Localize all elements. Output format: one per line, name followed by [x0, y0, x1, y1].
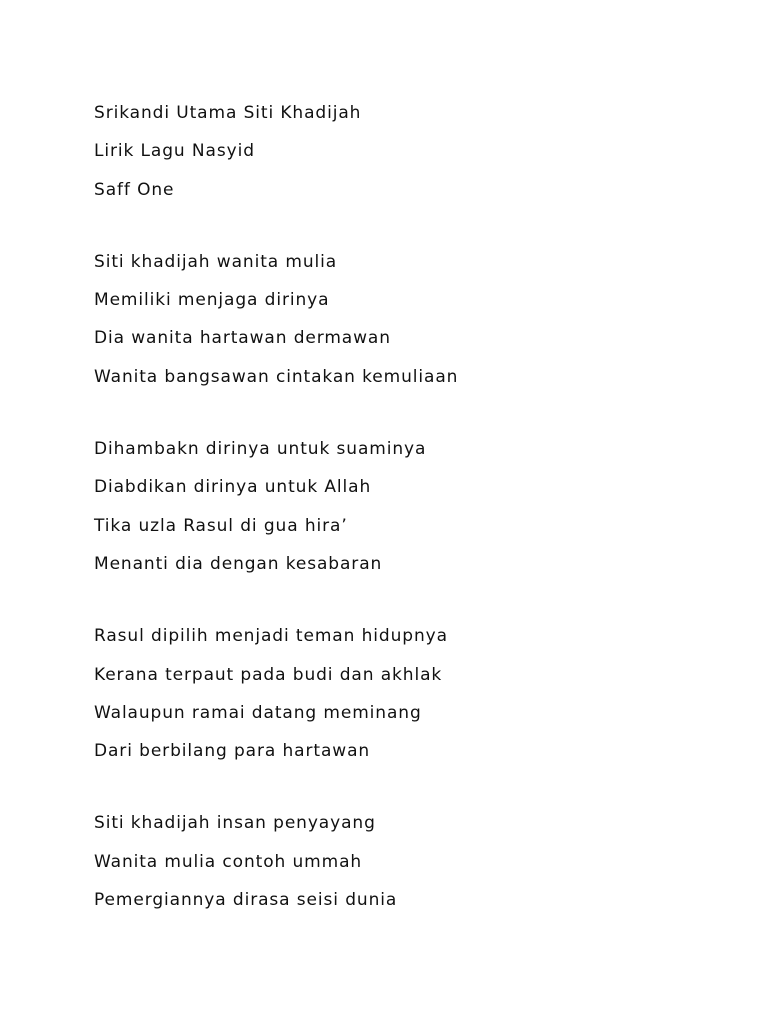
lyric-line: Menanti dia dengan kesabaran	[94, 553, 383, 574]
lyric-line: Siti khadijah wanita mulia	[94, 251, 338, 272]
lyric-line: Kerana terpaut pada budi dan akhlak	[94, 664, 443, 685]
lyrics-document	[94, 101, 734, 926]
stanza-4	[94, 811, 734, 926]
song-title: Srikandi Utama Siti Khadijah	[94, 103, 362, 123]
lyric-line: Dihambakn dirinya untuk suaminya	[94, 439, 427, 460]
lyric-line: Memiliki menjaga dirinya	[94, 290, 330, 311]
song-subtitle: Lirik Lagu Nasyid	[94, 141, 255, 162]
lyric-line: Wanita bangsawan cintakan kemuliaan	[94, 366, 459, 387]
lyric-line: Pemergiannya dirasa seisi dunia	[94, 890, 398, 911]
stanza-spacer	[94, 777, 734, 811]
lyric-line: Siti khadijah insan penyayang	[94, 813, 376, 834]
stanza-spacer	[94, 590, 734, 624]
lyric-line: Dari berbilang para hartawan	[94, 741, 371, 762]
stanza-2	[94, 437, 734, 590]
stanza-3	[94, 624, 734, 777]
lyric-line: Rasul dipilih menjadi teman hidupnya	[94, 626, 448, 647]
lyric-line: Wanita mulia contoh ummah	[94, 851, 363, 872]
lyric-line: Dia wanita hartawan dermawan	[94, 328, 391, 349]
song-artist: Saff One	[94, 179, 175, 200]
stanza-spacer	[94, 216, 734, 250]
stanza-spacer	[94, 403, 734, 437]
lyric-line: Walaupun ramai datang meminang	[94, 702, 422, 723]
lyric-line: Tika uzla Rasul di gua hira’	[94, 515, 348, 536]
lyric-line: Diabdikan dirinya untuk Allah	[94, 477, 372, 498]
song-header	[94, 101, 734, 216]
stanza-1	[94, 250, 734, 403]
